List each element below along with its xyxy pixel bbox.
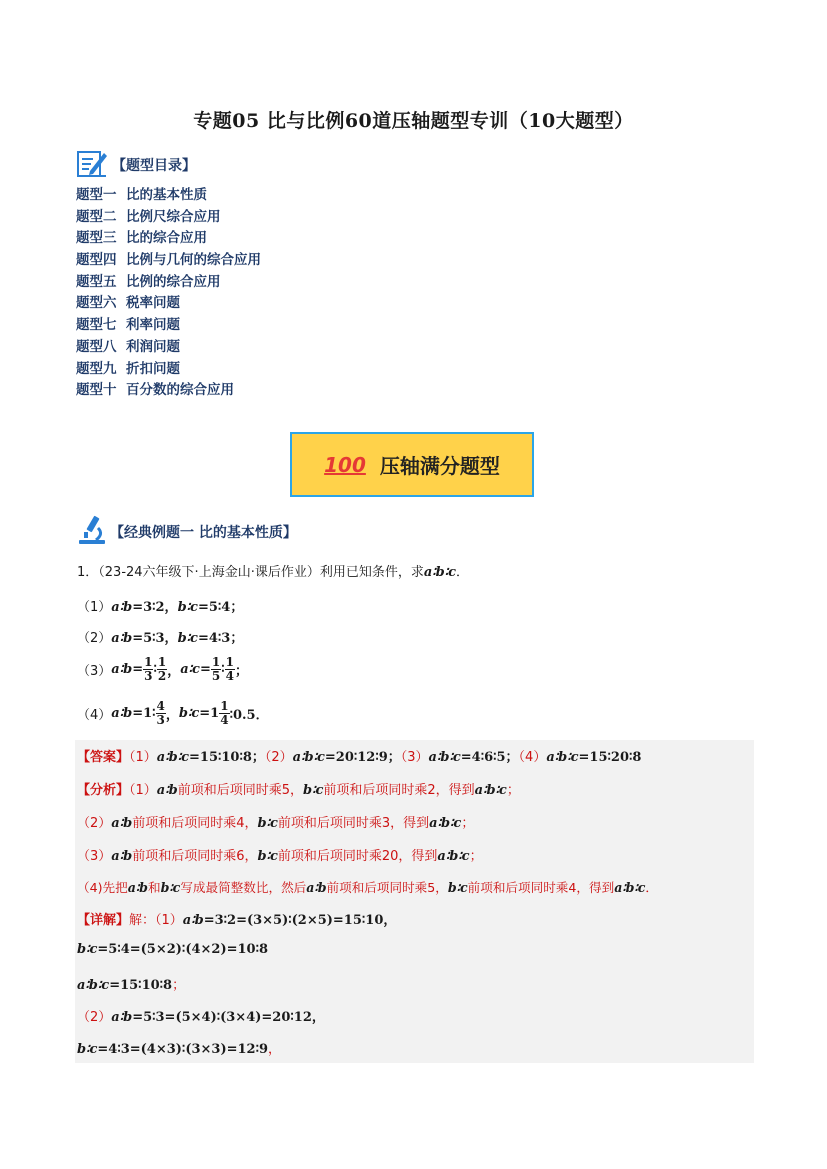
analysis-line-1: 【分析】（1）a∶b前项和后项同时乘5，b∶c前项和后项同时乘2，得到a∶b∶c；	[77, 783, 520, 798]
question-stem: 1．（23-24六年级下·上海金山·课后作业）利用已知条件，求a∶b∶c．	[77, 565, 470, 580]
detail-line-4: （2）a∶b=5∶3=(5×4)∶(3×4)=20∶12，	[77, 1010, 325, 1025]
notepad-pencil-icon	[76, 147, 108, 183]
question-part-4: （4）a∶b=1∶ $\frac{4}{3}$ ，b∶c=1 $\frac{1}{4}$ ∶0.5．	[77, 699, 269, 727]
question-source: （23-24六年级下·上海金山·课后作业）	[98, 565, 320, 580]
toc-item[interactable]: 题型八 利润问题	[76, 338, 180, 355]
fraction: $\frac{1}{4}$	[220, 699, 229, 727]
toc-heading-label: 【题型目录】	[112, 158, 196, 174]
banner-text: 压轴满分题型	[379, 454, 500, 478]
banner	[290, 432, 534, 497]
toc-list	[76, 185, 261, 402]
detail-line-2: b∶c=5∶4=(5×2)∶(4×2)=10∶8	[77, 942, 269, 957]
analysis-line-2: （2）a∶b前项和后项同时乘4，b∶c前项和后项同时乘3，得到a∶b∶c；	[77, 816, 475, 831]
toc-item[interactable]: 题型三 比的综合应用	[76, 230, 207, 247]
hundred-points-icon: 100	[324, 452, 366, 477]
toc-item[interactable]: 题型二 比例尺综合应用	[76, 208, 221, 225]
toc-item[interactable]: 题型六 税率问题	[76, 295, 180, 312]
toc-item[interactable]: 题型十 百分数的综合应用	[76, 382, 234, 399]
answer-line: 【答案】（1）a∶b∶c=15∶10∶8；（2）a∶b∶c=20∶12∶9；（3）a∶b∶c=4∶6∶5；（4）a∶b∶c=15∶20∶8	[77, 750, 642, 765]
question-part-1: （1）a∶b=3∶2，b∶c=5∶4；	[77, 600, 244, 615]
analysis-line-3: （3）a∶b前项和后项同时乘6，b∶c前项和后项同时乘20，得到a∶b∶c；	[77, 849, 483, 864]
toc-item[interactable]: 题型七 利率问题	[76, 317, 180, 334]
question-part-2: （2）a∶b=5∶3，b∶c=4∶3；	[77, 631, 244, 646]
detail-line-3: a∶b∶c=15∶10∶8；	[77, 978, 186, 993]
toc-item[interactable]: 题型九 折扣问题	[76, 360, 180, 377]
toc-item[interactable]: 题型一 比的基本性质	[76, 187, 207, 203]
detail-line-5: b∶c=4∶3=(4×3)∶(3×3)=12∶9，	[77, 1042, 282, 1057]
page-title: 专题05 比与比例60道压轴题型专训（10大题型）	[193, 110, 634, 132]
toc-item[interactable]: 题型四 比例与几何的综合应用	[76, 252, 261, 269]
section-heading-label: 【经典例题一 比的基本性质】	[110, 525, 297, 541]
fraction: $\frac{1}{5}$	[211, 655, 221, 683]
fraction: $\frac{1}{4}$	[225, 655, 234, 683]
detail-line-1: 【详解】解：（1）a∶b=3∶2=(3×5)∶(2×5)=15∶10，	[77, 913, 397, 928]
fraction: $\frac{1}{2}$	[157, 655, 167, 683]
analysis-line-4: （4)先把a∶b和b∶c写成最简整数比，然后a∶b前项和后项同时乘5，b∶c前项和后项同时乘4，得到a∶b∶c．	[77, 880, 658, 895]
fraction: $\frac{1}{3}$	[144, 655, 153, 683]
question-part-3: （3）a∶b= $\frac{1}{3}$ ∶ $\frac{1}{2}$ ，a∶c= $\frac{1}{5}$ ∶ $\frac{1}{4}$ ；	[77, 655, 248, 683]
section-heading	[76, 515, 297, 549]
toc-heading	[76, 148, 196, 182]
fraction: $\frac{4}{3}$	[156, 699, 165, 727]
toc-item[interactable]: 题型五 比例的综合应用	[76, 273, 221, 290]
microscope-icon	[76, 514, 108, 550]
